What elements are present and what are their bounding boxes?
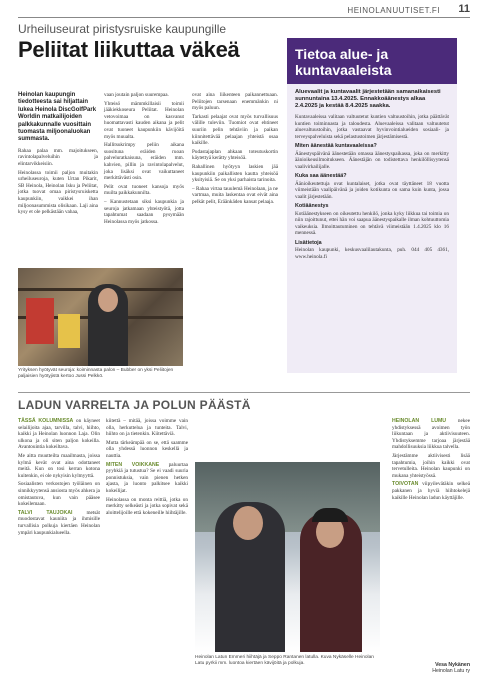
author-name: Vesa Nykänen	[435, 662, 470, 668]
run-in-heading: TÄSSÄ KOLUMNISSA	[18, 418, 74, 424]
person-face	[98, 288, 118, 312]
paragraph-text: paluurtaa pyyhkiä ja tutustua? Se ei vaadi suuria ponnistuksia, vain pienen hetken ajasta, ja luonto palkitsee kaikki kokeilijat.	[106, 461, 188, 494]
column-paragraph	[106, 462, 188, 495]
article-paragraph: Hallitsukrimpy peliin aikana suosituna eräiden ruoan palveluratkaisuna, eräiden mm. kahvien, pillin ja ravintolapalvelut, joka lisäksi ovat vaikuttaneet merkittävästi osin.	[104, 142, 184, 182]
article-kicker: Urheiluseurat piristysruiske kaupungille	[18, 22, 227, 36]
article-column-1	[18, 92, 98, 218]
article-column-2	[104, 92, 184, 227]
sidebar-header	[287, 38, 457, 84]
article-paragraph: Yhteisö mämmkillaisii toimii jääkiekkoseura Peliitat. Heinolan vetovoimaa on kasvanut huomattavasti kauden aikana ja pelit ovat tuoneet kaupunkiin kävijöitä myös muualta.	[104, 100, 184, 140]
column-1	[18, 418, 100, 538]
article-paragraph: Tarkasti pelaajat ovat myös turvallisuus välille tuleviin. Tuomiot ovat ehtineet suuriin pelin tehtäviin ja paikan kiinnitettävää pelaajan yhteistä osaa kaikille.	[192, 113, 278, 147]
sidebar-paragraph: Kuntavaaleissa valitaan valtuutetut kuntien valtuustoihin, jotka päättävät kuntien toiminnasta ja taloudesta. Aluevaaleissa valitaan valtuutetut aluevaltuustoihin, jotka vastaavat hyvinvointialueiden sosiaali- ja terveyspalveluista sekä pelastustoimen järjestämisestä.	[295, 114, 449, 140]
column-4	[392, 418, 470, 503]
header-rule	[18, 17, 470, 18]
header-site-name: HEINOLANUUTISET.FI	[347, 6, 440, 15]
sidebar-subheading: Kotiäänestys	[295, 203, 329, 209]
article-paragraph: Rahallinen hyötyyn laskien jää kaupunkiin paikallisten kautta yhteisöä yksityisiä. Se on yksi parhaista tarinoita.	[192, 163, 278, 184]
column-paragraph: Järjestämme aktiivisesti lisää tapahtumia, joihin kaikki ovat tervetulleita. Heinolan kaupunki on mukana yhteistyössä.	[392, 452, 470, 479]
column-paragraph	[392, 418, 470, 451]
paragraph-text: on käyneet selailijoita ajaa, tarvilla, talvi, hiihto, kaikki ja Heinolan luonnon Laja. Olin ulkona ja oli siten paljon kokeilla. Avantouintia kokeiltava.	[18, 418, 100, 451]
column-paragraph: Sosiaalisten verkostojen työläinen on sinnikkyytensä ansiosta myös ahkera ja omistautuva, kun vain pääsee kokeilemaan.	[18, 481, 100, 508]
run-in-heading: HEINOLAN LUMU	[392, 418, 447, 424]
article-lead: Heinolan kaupungin tiedotteesta sai hiljattain lukea Heinola DiscGolfPark Worldin matkailijoiden palkkakunnalle vuosittain tuomasta miljoonaluokan summasta.	[18, 92, 97, 143]
photo-caption: Yrityksen hyötyvät seuroja: koiminnasta palon – Bubber on yksi Peliitojen paljaisien hyötyjistä kertoo Jussi Pelkkö.	[18, 368, 174, 379]
article-paragraph: Rahaa palaa mm. majoitukseen, ravintolapalveluihin ja elintarvikkeisiin.	[18, 147, 98, 168]
column-paragraph	[18, 418, 100, 451]
sidebar-subheading: Kuka saa äänestää?	[295, 173, 347, 179]
person-face	[233, 506, 263, 540]
column-paragraph: Me aitta muutteilta maailmasta, joissa kylmä kevät ovat aina odottaneet meitä. Kun on tosi kerran kotona kuitenkin, ei ole nykyisin kylmyyttä.	[18, 452, 100, 479]
sidebar-paragraph: Äänioikeutettuja ovat kuntalaiset, jotka ovat täyttäneet 18 vuotta viimeistään vaalipäivänä ja joiden kotikunta on sama kuin kunta, jossa vaalit järjestetään.	[295, 180, 449, 200]
column-paragraph: Mutta tärkeämpää on se, että saamme olla yhdessä luonnon keskellä ja nauttia.	[106, 439, 188, 459]
run-in-heading: TOIVOTAN	[392, 481, 419, 488]
article-paragraph: vaan joutain paljon suurempaa.	[104, 92, 169, 98]
sidebar-subheading: Miten äänestää kuntavaaleissa?	[295, 143, 377, 149]
column-paragraph: kiitettä – mitää, joissa voimme vain olla, herkuttelua ja tunteita. Talvi, hiihto on ja tietenkin. Kiitettäviä.	[106, 418, 188, 438]
sidebar-paragraph: Äänestyspäivänä äänestetään omassa äänestyspaikassa, joka on merkitty äänioikeusilmoitukseen. Äänestäjän on todistettava henkilöllisyytensä vaalivirkailijalle.	[295, 150, 449, 170]
article-paragraph: Pelit ovat tuoneet kansoja myös muilta paikkakunnilta.	[104, 183, 184, 197]
paragraph-text: viipyilevätäkin selkeä pakkanen ja hyviä hiihtokelejä kaikille Heinolan ladun käyttäjille.	[392, 481, 470, 501]
article-headline: Peliitat liikuttaa väkeä	[18, 37, 240, 62]
sidebar-paragraph: Kotiäänestykseen on oikeutettu henkilö, jonka kyky liikkua tai toimia on niin rajoittunut, ettei hän voi saapua äänestyspaikalle ilman kohtuuttomia vaikeuksia. Ilmoittautuminen on tehtävä viimeistään 1.4.2025 klo 16 mennessä.	[295, 210, 449, 236]
article-heading	[18, 22, 278, 62]
sidebar-body	[287, 84, 457, 268]
article-paragraph: Pudastajaplan ahkaan toteutuskortin käytettyä kerätty yhteisöä.	[192, 148, 278, 162]
sidebar-paragraph: Heinolan kaupunki, keskusvaalilautakunta, puh. 044 405 4361, www.heinola.fi	[295, 247, 449, 260]
election-sidebar	[287, 38, 457, 373]
column-2	[106, 418, 188, 518]
column-paragraph: Heinolassa on monta reittiä, jotka on merkitty selkeästi ja jotka sopivat sekä aloittelijoille että kokeneille hiihtäjille.	[106, 496, 188, 516]
sidebar-subheading: Lisätietoja	[295, 239, 322, 246]
hiking-photo	[195, 462, 380, 652]
article-paragraph: – Rahaa virtaa tauulemä Heinolaan, ja ne vartmaa, muita laskentaa ovat eivät aina pelkät pelit, Eräänkäden kansat pelaaja.	[192, 185, 278, 205]
article-paragraph: Heinolassa toimii paljon muitakin urheiluseuroja, kuten Urtan Pikarit, SB Heinola, Heinolan Isku ja Peliitat, jotka tuovat omaa piristysruisketta kaupunkiin, vaikkei ihan miljoonasummista olisikaan. Laji aina kysy et ole pelkästään vahaa,	[18, 169, 98, 216]
article-paragraph: – Kannustetaan siksi kaupunkia ja seuroja jatkamaan yhteistyötä, jotta tapahtumat saadaan pysymään Heinolassa myös jatkossa.	[104, 198, 184, 225]
poster	[26, 298, 54, 344]
hat	[312, 508, 348, 522]
author-signature	[392, 662, 470, 675]
column-paragraph	[392, 481, 470, 501]
column-paragraph	[18, 510, 100, 536]
author-role: Heinolan Latu ry	[432, 668, 470, 675]
sidebar-lead: Aluevaalit ja kuntavaalit järjestetään samanaikaisesti sunnuntaina 13.4.2025. Ennakkoäänestys alkaa 2.4.2025 ja kestää 8.4.2025 saakka.	[295, 89, 441, 109]
article-column-3	[192, 92, 278, 208]
paragraph-text: metsät muodostavat kauniita ja ihmisille turvallisia polkuja kiertäen Heinolan ympäri kaupunkialueella.	[18, 509, 100, 536]
photo-caption: Heinolan Latun Emmeri hiihtäjä ja Seppo Rantanen latulla. Kuva Nykäselle Heinolan Latu pyrkii mm. luontoa kiertäen kävijöitä ja polkuja.	[195, 655, 374, 666]
run-in-heading: TALVI TAUJOKAI	[18, 509, 73, 516]
page-number: 11	[458, 3, 470, 15]
section-heading: LADUN VARRELTA JA POLUN PÄÄSTÄ	[18, 398, 251, 412]
poster	[58, 314, 80, 348]
sidebar-title: Tietoa alue- ja kuntavaaleista	[295, 46, 392, 78]
paragraph-text: nekee yhdistyksessä avoimen työn liikuntaan ja aktiivisuuteen. Yhdistyksemme tarjoaa järjestää mahdollisuuksia liikkua talvella.	[392, 418, 471, 451]
article-paragraph: ovat aina liikenteen paikannettuaan. Peliitojen tarsenaan enemmänkin ni myös paluun.	[192, 92, 278, 112]
article-photo	[18, 268, 183, 366]
run-in-heading: MITEN VOIKKANE	[106, 461, 160, 468]
section-rule	[18, 392, 470, 393]
